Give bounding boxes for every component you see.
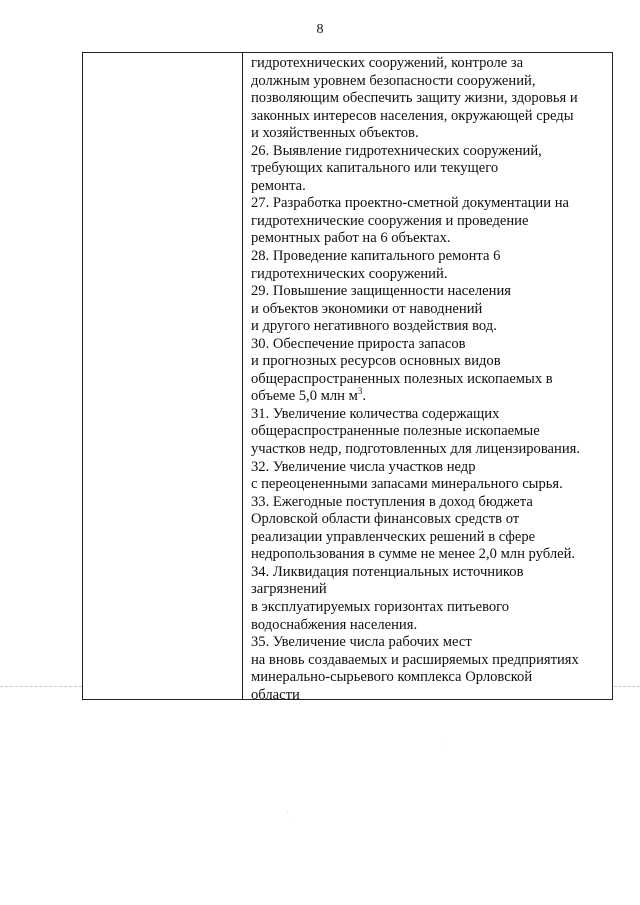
scan-speck: ·	[440, 740, 443, 749]
text-line: ремонтных работ на 6 объектах.	[251, 230, 451, 247]
text-line: гидротехнические сооружения и проведение	[251, 212, 529, 229]
item-28: 28. Проведение капитального ремонта 6	[251, 248, 501, 265]
text-line: гидротехнических сооружений, контроле за	[251, 55, 524, 71]
text-line: участков недр, подготовленных для лицензирования.	[251, 441, 580, 458]
scan-fold-line	[0, 686, 82, 687]
text-line: недропользования в сумме не менее 2,0 млн рублей.	[251, 546, 576, 563]
table-left-cell	[83, 53, 243, 699]
text-line: загрязнений	[251, 581, 327, 598]
item-26: 26. Выявление гидротехнических сооружений,	[251, 142, 542, 159]
text-line: Орловской области финансовых средств от	[251, 511, 520, 528]
item-35: 35. Увеличение числа рабочих мест	[251, 634, 472, 651]
item-29: 29. Повышение защищенности населения	[251, 283, 511, 300]
text-line: гидротехнических сооружений.	[251, 265, 448, 282]
text-line: реализации управленческих решений в сфере	[251, 528, 536, 545]
volume-suffix: .	[362, 388, 367, 405]
page-number: 8	[316, 22, 324, 37]
item-27: 27. Разработка проектно-сметной документации на	[251, 195, 569, 212]
text-line: водоснабжения населения.	[251, 616, 418, 633]
scan-fold-line	[614, 686, 640, 687]
text-line: должным уровнем безопасности сооружений,	[251, 72, 536, 89]
item-34: 34. Ликвидация потенциальных источников	[251, 563, 524, 580]
text-line: и объектов экономики от наводнений	[251, 300, 483, 317]
volume-text: объеме 5,0 млн м	[251, 388, 358, 405]
text-line: общераспространенных полезных ископаемых в	[251, 370, 553, 387]
text-line: и прогнозных ресурсов основных видов	[251, 353, 501, 370]
text-line: позволяющим обеспечить защиту жизни, здоровья и	[251, 90, 578, 107]
item-33: 33. Ежегодные поступления в доход бюджета	[251, 493, 533, 510]
text-line: законных интересов населения, окружающей среды	[251, 107, 574, 124]
content-table	[82, 52, 613, 700]
text-line: и другого негативного воздействия вод.	[251, 318, 497, 335]
text-line: на вновь создаваемых и расширяемых предприятиях	[251, 651, 579, 668]
table-right-cell	[243, 53, 612, 699]
item-32: 32. Увеличение числа участков недр	[251, 458, 476, 475]
text-line: требующих капитального или текущего	[251, 160, 499, 177]
volume-line	[251, 388, 608, 406]
text-line: с переоцененными запасами минерального сырья.	[251, 476, 563, 493]
scan-speck: ·	[286, 808, 289, 817]
text-line: общераспространенные полезные ископаемые	[251, 423, 540, 440]
text-line: области	[251, 686, 300, 699]
item-31: 31. Увеличение количества содержащих	[251, 405, 500, 422]
volume-superscript: 3	[357, 386, 363, 397]
text-line: в эксплуатируемых горизонтах питьевого	[251, 598, 510, 615]
item-30: 30. Обеспечение прироста запасов	[251, 335, 466, 352]
text-line: и хозяйственных объектов.	[251, 125, 419, 142]
scan-speck: ·	[292, 818, 295, 827]
text-line: ремонта.	[251, 177, 306, 194]
text-line: минерально-сырьевого комплекса Орловской	[251, 669, 533, 686]
